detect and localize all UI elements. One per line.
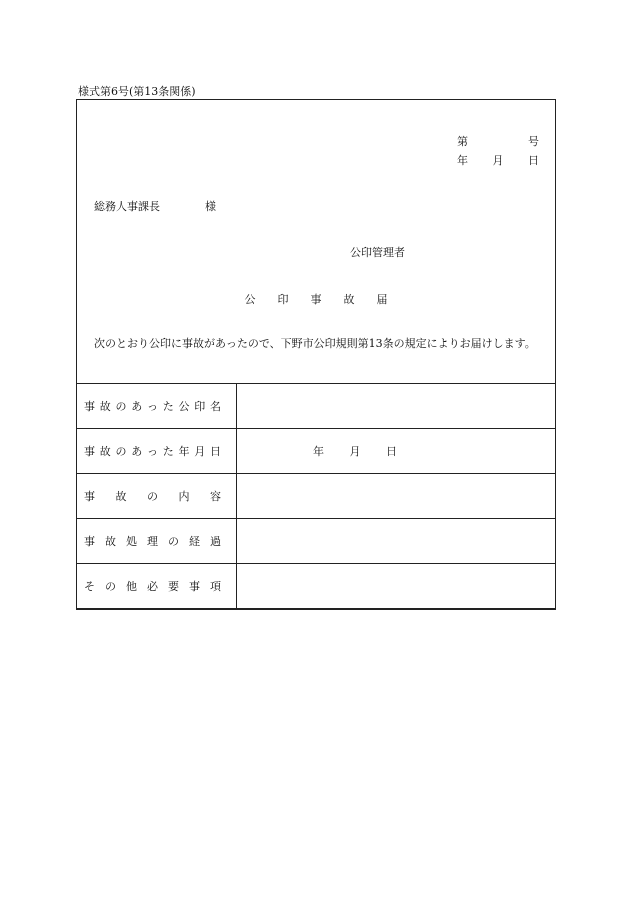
title-char: 事 — [310, 293, 322, 306]
label-char: の — [168, 535, 179, 548]
addressee — [94, 198, 216, 214]
title-char: 届 — [376, 293, 388, 306]
label-char: 月 — [194, 445, 206, 458]
row-label — [77, 429, 237, 474]
label-char: 理 — [147, 535, 158, 548]
table-row — [77, 429, 556, 474]
label-char: た — [162, 445, 174, 458]
date-month: 月 — [349, 445, 361, 458]
number-suffix: 号 — [528, 135, 539, 148]
table-row — [77, 474, 556, 519]
label-char: 故 — [115, 490, 127, 503]
form-number-label: 様式第6号(第13条関係) — [78, 85, 196, 98]
date-year: 年 — [457, 154, 468, 167]
addressee-honorific: 様 — [205, 200, 216, 213]
label-char: 要 — [168, 580, 179, 593]
label-char: 故 — [99, 400, 111, 413]
table-row — [77, 384, 556, 429]
label-char: 事 — [84, 535, 95, 548]
date-day: 日 — [528, 154, 539, 167]
label-char: そ — [84, 580, 95, 593]
document-title — [77, 291, 555, 307]
row-value[interactable] — [237, 429, 556, 474]
label-char: 故 — [105, 535, 116, 548]
row-value[interactable] — [237, 519, 556, 564]
label-char: の — [115, 400, 127, 413]
label-char: 日 — [210, 445, 221, 458]
document-date — [457, 152, 539, 168]
label-char: 印 — [194, 400, 206, 413]
manager-label: 公印管理者 — [350, 246, 405, 259]
date-year: 年 — [313, 445, 324, 458]
document-number — [457, 133, 539, 149]
label-char: 公 — [178, 400, 190, 413]
row-label — [77, 474, 237, 519]
row-value[interactable] — [237, 474, 556, 519]
label-char: っ — [147, 400, 158, 413]
label-char: の — [147, 490, 158, 503]
label-char: 内 — [178, 490, 190, 503]
label-char: 経 — [189, 535, 200, 548]
form-frame — [76, 99, 556, 610]
label-char: 項 — [210, 580, 221, 593]
label-char: た — [162, 400, 174, 413]
accident-date — [313, 443, 397, 459]
date-month: 月 — [492, 154, 504, 167]
details-table — [76, 383, 556, 609]
label-char: あ — [131, 445, 143, 458]
title-char: 故 — [343, 293, 355, 306]
row-label — [77, 519, 237, 564]
label-char: 事 — [84, 400, 95, 413]
table-row — [77, 519, 556, 564]
number-prefix: 第 — [457, 135, 468, 148]
row-value[interactable] — [237, 384, 556, 429]
label-char: 年 — [178, 445, 190, 458]
label-char: の — [115, 445, 127, 458]
label-char: 事 — [84, 445, 95, 458]
label-char: っ — [147, 445, 158, 458]
label-char: 必 — [147, 580, 158, 593]
label-char: 名 — [210, 400, 221, 413]
label-char: 事 — [189, 580, 200, 593]
date-day: 日 — [386, 445, 397, 458]
body-text: 次のとおり公印に事故があったので、下野市公印規則第13条の規定によりお届けします。 — [94, 337, 536, 350]
label-char: 過 — [210, 535, 221, 548]
table-row — [77, 564, 556, 609]
addressee-name: 総務人事課長 — [94, 200, 160, 213]
label-char: 故 — [99, 445, 111, 458]
label-char: 処 — [126, 535, 137, 548]
row-value[interactable] — [237, 564, 556, 609]
label-char: 他 — [126, 580, 137, 593]
label-char: あ — [131, 400, 143, 413]
title-char: 印 — [277, 293, 289, 306]
title-char: 公 — [244, 293, 256, 306]
row-label — [77, 564, 237, 609]
label-char: の — [105, 580, 116, 593]
label-char: 事 — [84, 490, 95, 503]
label-char: 容 — [210, 490, 221, 503]
row-label — [77, 384, 237, 429]
